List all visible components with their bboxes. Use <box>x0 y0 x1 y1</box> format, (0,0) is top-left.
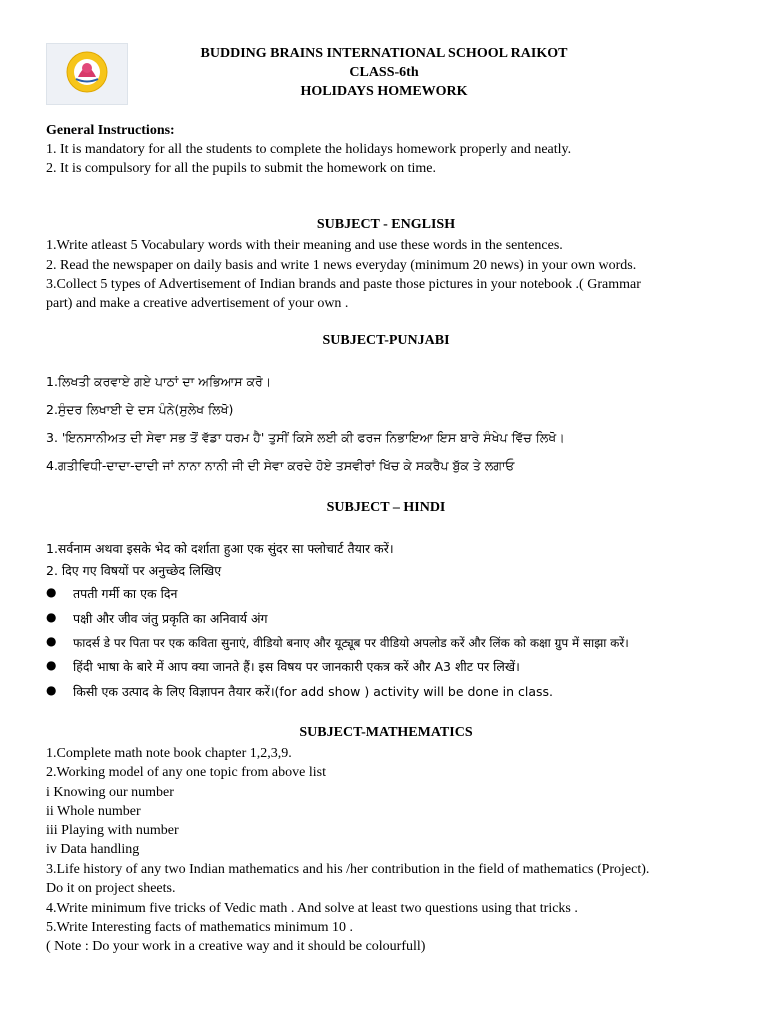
punjabi-item-4: 4.ਗਤੀਵਿਧੀ-ਦਾਦਾ-ਦਾਦੀ ਜਾਂ ਨਾਨਾ ਨਾਨੀ ਜੀ ਦੀ ਸੇਵਾ ਕਰਦੇ ਹੋਏ ਤਸਵੀਰਾਂ ਖਿੱਚ ਕੇ ਸਕਰੈਪ ਬੁੱਕ ਤੇ ਲਗਾਓ <box>46 458 515 473</box>
hindi-bullet-text: तपती गर्मी का एक दिन <box>73 586 178 601</box>
english-item-3: 3.Collect 5 types of Advertisement of Indian brands and paste those pictures in your notebook .( Grammar <box>46 277 641 292</box>
maths-item-5: 5.Write Interesting facts of mathematics minimum 10 . <box>46 920 353 935</box>
english-heading: SUBJECT - ENGLISH <box>316 217 456 232</box>
hindi-heading: SUBJECT – HINDI <box>326 500 446 515</box>
punjabi-item-2: 2.ਸੁੰਦਰ ਲਿਖਾਈ ਦੇ ਦਸ ਪੰਨੇ(ਸੁਲੇਖ ਲਿਖੋ) <box>46 402 234 417</box>
school-logo <box>46 43 128 105</box>
hindi-bullet-text: पक्षी और जीव जंतु प्रकृति का अनिवार्य अंग <box>73 611 268 626</box>
english-item-3-cont: part) and make a creative advertisement of your own . <box>46 296 349 311</box>
maths-item-4: 4.Write minimum five tricks of Vedic math . And solve at least two questions using that tricks . <box>46 901 578 916</box>
general-instructions-heading: General Instructions: <box>46 123 175 138</box>
maths-topic-2: ii Whole number <box>46 804 141 819</box>
class-label: CLASS-6th <box>349 65 419 80</box>
page-title: HOLIDAYS HOMEWORK <box>300 84 468 99</box>
maths-item-1: 1.Complete math note book chapter 1,2,3,9. <box>46 746 292 761</box>
bullet-dot: ● <box>46 634 57 648</box>
maths-heading: SUBJECT-MATHEMATICS <box>299 725 473 740</box>
maths-topic-3: iii Playing with number <box>46 823 179 838</box>
maths-item-3: 3.Life history of any two Indian mathematics and his /her contribution in the field of mathematics (Project). <box>46 862 650 877</box>
hindi-bullet-text: हिंदी भाषा के बारे में आप क्या जानते हैं। इस विषय पर जानकारी एकत्र करें और A3 शीट पर लिखें। <box>73 659 520 674</box>
punjabi-item-1: 1.ਲਿਖਤੀ ਕਰਵਾਏ ਗਏ ਪਾਠਾਂ ਦਾ ਅਭਿਆਸ ਕਰੋ। <box>46 374 272 389</box>
hindi-item-1: 1.सर्वनाम अथवा इसके भेद को दर्शाता हुआ एक सुंदर सा फ्लोचार्ट तैयार करें। <box>46 541 394 556</box>
maths-topic-4: iv Data handling <box>46 842 140 857</box>
punjabi-heading: SUBJECT-PUNJABI <box>322 333 450 348</box>
bullet-dot: ● <box>46 585 57 599</box>
hindi-bullet-text: किसी एक उत्पाद के लिए विज्ञापन तैयार करें।(for add show ) activity will be done in class. <box>73 684 554 699</box>
hindi-item-2: 2. दिए गए विषयों पर अनुच्छेद लिखिए <box>46 563 222 578</box>
maths-topic-1: i Knowing our number <box>46 785 174 800</box>
bullet-dot: ● <box>46 658 57 672</box>
bullet-dot: ● <box>46 610 57 624</box>
maths-item-2: 2.Working model of any one topic from above list <box>46 765 326 780</box>
english-item-1: 1.Write atleast 5 Vocabulary words with their meaning and use these words in the sentences. <box>46 238 563 253</box>
punjabi-item-3: 3. 'ਇਨਸਾਨੀਅਤ ਦੀ ਸੇਵਾ ਸਭ ਤੋਂ ਵੱਡਾ ਧਰਮ ਹੈ' ਤੁਸੀਂ ਕਿਸੇ ਲਈ ਕੀ ਫਰਜ ਨਿਭਾਇਆ ਇਸ ਬਾਰੇ ਸੰਖੇਪ ਵਿੱਚ ਲਿਖੋ। <box>46 430 565 445</box>
english-item-2: 2. Read the newspaper on daily basis and write 1 news everyday (minimum 20 news) in your own words. <box>46 258 637 273</box>
hindi-bullet-text: फादर्स डे पर पिता पर एक कविता सुनाएं, वीडियो बनाए और यूट्यूब पर वीडियो अपलोड करें और लिंक को कक्षा ग्रुप में साझा करें। <box>73 636 629 650</box>
maths-item-3-cont: Do it on project sheets. <box>46 881 176 896</box>
bullet-dot: ● <box>46 683 57 697</box>
school-name: BUDDING BRAINS INTERNATIONAL SCHOOL RAIKOT <box>200 46 568 61</box>
general-instruction-1: 1. It is mandatory for all the students to complete the holidays homework properly and neatly. <box>46 142 572 157</box>
general-instruction-2: 2. It is compulsory for all the pupils to submit the homework on time. <box>46 161 437 176</box>
maths-note: ( Note : Do your work in a creative way and it should be colourfull) <box>46 939 426 954</box>
